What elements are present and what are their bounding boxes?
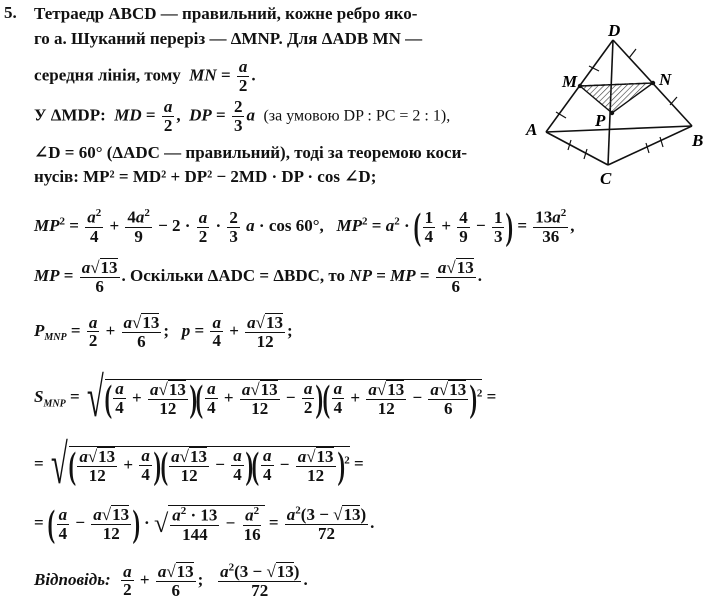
equation-area-heron: $S_{MNP}$ = √( $\frac{a}{4}$ + $\frac{a√13}{12}$ )( $\frac{a}{4}$ + $\frac{a√13}{12}$ − $\frac{a}{2}$ )( $\frac{a}{4}$ + $\frac{a√13}{12}$ − $\frac{a√13}{6}$ )$^2$ = bbox=[34, 367, 497, 429]
problem-number: 5. bbox=[4, 3, 17, 22]
text-line-3: середня лінія, тому MN = $\frac{a}{2}$ . bbox=[34, 57, 256, 95]
text-line-2: го a. Шуканий переріз — ΔMNP. Для ΔADB MN — bbox=[34, 29, 423, 48]
vertex-label-a: A bbox=[526, 120, 538, 139]
equation-area-result: = ( $\frac{a}{4}$ − $\frac{a√13}{12}$ ) · √ $\frac{a^2 \cdot 13}{144}$ − $\frac{a^2}{16}$ = $\frac{a^2(3 - √13)}{72}$ . bbox=[34, 503, 375, 546]
equation-perimeter: $P_{MNP}$ = $\frac{a}{2}$ + $\frac{a√13}{6}$ ; p = $\frac{a}{4}$ + $\frac{a√13}{12}$ ; bbox=[34, 312, 293, 351]
answer: Відповідь: $\frac{a}{2}$ + $\frac{a√13}{6}$ ; $\frac{a^2(3 - √13)}{72}$ . bbox=[34, 561, 308, 600]
vertex-label-b: B bbox=[692, 131, 704, 150]
vertex-label-n: N bbox=[659, 70, 672, 89]
equation-area-step-2: = √( $\frac{a√13}{12}$ + $\frac{a}{4}$ )( $\frac{a√13}{12}$ − $\frac{a}{4}$ )( $\frac{a}{4}$ − $\frac{a√13}{12}$ )$^2$ = bbox=[34, 434, 364, 496]
equation-mp-squared: $MP^2$ = $\frac{a^2}{4}$ + $\frac{4a^2}{9}$ − 2 · $\frac{a}{2}$ · $\frac{2}{3}$ a · cos 60°, $MP^2 = a^2$ · ( $\frac{1}{4}$ + $\frac{4}{9}$ − $\frac{1}{3}$ ) = $\frac{13a^2}{36}$ , bbox=[34, 206, 575, 248]
text-line-5: ∠D = 60° (ΔADC — правильний), тоді за теоремою коси- bbox=[34, 143, 468, 162]
text-line-6: нусів: MP² = MD² + DP² − 2MD · DP · cos ∠D; bbox=[34, 167, 377, 186]
vertex-label-d: D bbox=[608, 22, 621, 40]
text-line-4: У ΔMDP: MD = $\frac{a}{2}$ , DP = $\frac{2}{3}$ a (за умовою DP : PC = 2 : 1), bbox=[34, 97, 451, 135]
equation-mp: MP = $\frac{a√13}{6}$ . Оскільки ΔADC = ΔBDC, то NP = MP = $\frac{a√13}{6}$ . bbox=[34, 258, 482, 296]
text-line-1: Тетраедр ABCD — правильний, кожне ребро яко- bbox=[34, 4, 418, 23]
vertex-label-p: P bbox=[595, 111, 606, 130]
section-triangle bbox=[580, 83, 653, 113]
vertex-label-c: C bbox=[600, 169, 612, 187]
vertex-label-m: M bbox=[562, 72, 578, 91]
tetrahedron-diagram bbox=[520, 22, 710, 187]
